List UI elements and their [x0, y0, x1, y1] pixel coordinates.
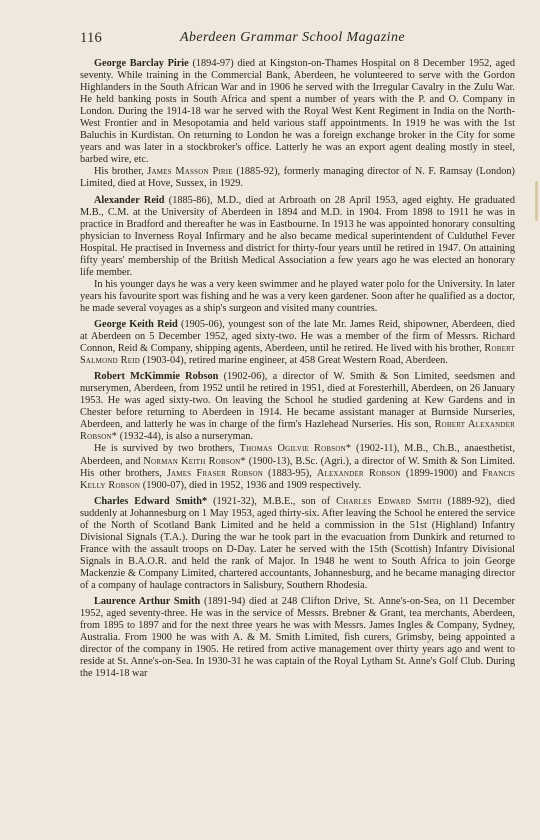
obituary-column — [80, 58, 515, 680]
obituary-paragraph: His brother, James Masson Pirie (1885-92), formerly managing director of N. F. Ramsay (London) Limited, died at Hove, Sussex, in 1929. — [80, 166, 515, 190]
relative-name: Charles Edward Smith — [336, 495, 442, 507]
obituary-paragraph: Laurence Arthur Smith (1891-94) died at 248 Clifton Drive, St. Anne's-on-Sea, on 11 December 1952, aged seventy-three. He was in the service of Messrs. Brebner & Grant, tea merchants, Aberdeen, from 1895 to 1897 and for the next three years he was with Messrs. James Ingles & Company, Sydney, Australia. From 1900 he was with A. & M. Smith Limited, fish curers, Grimsby, being appointed a director of the company in 1905. He retired from active management over thirty years ago and went to reside at St. Anne's-on-Sea. In 1930-31 he was captain of the Royal Lytham St. Anne's Golf Club. During the 1914-18 war — [80, 596, 515, 680]
obituary-paragraph: Alexander Reid (1885-86), M.D., died at Arbroath on 28 April 1953, aged eighty. He graduated M.B., C.M. at the University of Aberdeen in 1894 and M.D. in 1904. From 1898 to 1911 he was in practice in Bradford and thereafter he was in Eastbourne. In 1913 he was appointed honorary consulting physician to Inverness Royal Infirmary and he also became medical superintendent of Culduthel Fever Hospital. He practised in Inverness and district for thirty-four years until he retired in 1947. On attaining fifty years' membership of the British Medical Association a few years ago he was elected an honorary life member. — [80, 194, 515, 278]
relative-name: Alexander Robson — [316, 467, 401, 479]
obituary-paragraph: Charles Edward Smith* (1921-32), M.B.E., son of Charles Edward Smith (1889-92), died suddenly at Johannesburg on 1 May 1953, aged thirty-six. After leaving the School he entered the service of the North of Scotland Bank Limited and he held a commission in the 51st (Highland) Infantry Divisional Signals (T.A.). During the war he took part in the evacuation from Dunkirk and returned to France with the assault troops on D-Day. Later he served with the 15th (Scottish) Infantry Divisional Signals in B.A.O.R. and held the rank of Major. In 1948 he went to South Africa to join George Mackenzie & Company Limited, chartered accountants, Johannesburg, and he became managing director of a company of haulage contractors in Salisbury, Southern Rhodesia. — [80, 495, 515, 591]
obituary-name: George Keith Reid — [94, 318, 178, 330]
relative-name: Thomas Ogilvie Robson* — [239, 443, 352, 455]
obituary-name: George Barclay Pirie — [94, 58, 189, 69]
relative-name: James Masson Pirie — [147, 166, 233, 178]
obituary-name: Robert McKimmie Robson — [94, 371, 219, 383]
relative-name: Robert Salmond Reid — [80, 343, 515, 367]
obituary-paragraph: George Barclay Pirie (1894-97) died at Kingston-on-Thames Hospital on 8 December 1952, aged seventy. While training in the Commercial Bank, Aberdeen, he volunteered to serve with the Gordon Highlanders in the South African War and in 1906 he served with the Irregular Cavalry in the Zulu War. He held banking posts in South Africa and spent a number of years with the P. and O. Company in London. During the 1914-18 war he served with the Royal West Kent Regiment in India on the North-West Frontier and in Mesopotamia and held various staff appointments. In 1919 he was with the 1st Baluchis in Kurdistan. On returning to London he was a foreign exchange broker in the City for some years and was later in a stockbroker's office. Latterly he was an export agent dealing mostly in steel, barbed wire, etc. — [80, 58, 515, 166]
page-edge-mark — [535, 181, 538, 221]
relative-name: Norman Keith Robson* — [143, 455, 246, 467]
obituary-name: Laurence Arthur Smith — [94, 596, 201, 608]
obituary-paragraph: George Keith Reid (1905-06), youngest son of the late Mr. James Reid, shipowner, Aberdeen, died at Aberdeen on 5 December 1952, aged sixty-two. He was a member of the firm of Messrs. Richard Connon, Reid & Company, shipping agents, Aberdeen, until he retired. He lived with his brother, Robert Salmond Reid (1903-04), retired marine engineer, at 458 Great Western Road, Aberdeen. — [80, 318, 515, 367]
running-title: Aberdeen Grammar School Magazine — [180, 30, 405, 45]
page-number: 116 — [80, 30, 103, 46]
obituary-paragraph: In his younger days he was a very keen swimmer and he played water polo for the University. In later years his favourite sport was fishing and he was a very keen gardener. Soon after he qualified as a doctor, he made several voyages as a ship's surgeon and visited many countries. — [80, 278, 515, 314]
obituary-name: Charles Edward Smith* — [94, 495, 208, 507]
relative-name: James Fraser Robson — [166, 467, 264, 479]
obituary-paragraph: Robert McKimmie Robson (1902-06), a director of W. Smith & Son Limited, seedsmen and nurserymen, Aberdeen, from 1952 until he retired in 1951, died at Foresterhill, Aberdeen, on 26 January 1953. He was aged sixty-two. On leaving the School he studied gardening at Kew Gardens and in Chester before returning to Aberdeen in 1914. He became assistant manager at Burnside Nurseries, Aberdeen, and latterly he was in charge of the firm's Hazlehead Nurseries. His son, Robert Alexander Robson* (1932-44), is also a nurseryman. — [80, 371, 515, 443]
page-header — [80, 30, 516, 48]
obituary-paragraph: He is survived by two brothers, Thomas Ogilvie Robson* (1902-11), M.B., Ch.B., anaesthetist, Aberdeen, and Norman Keith Robson* (1900-13), B.Sc. (Agri.), a director of W. Smith & Son Limited. His other brothers, James Fraser Robson (1883-95), Alexander Robson (1899-1900) and Francis Kelly Robson (1900-07), died in 1952, 1936 and 1909 respectively. — [80, 443, 516, 491]
obituary-name: Alexander Reid — [94, 194, 165, 206]
relative-name: Robert Alexander Robson* — [80, 419, 515, 443]
relative-name: Francis Kelly Robson — [80, 467, 516, 491]
